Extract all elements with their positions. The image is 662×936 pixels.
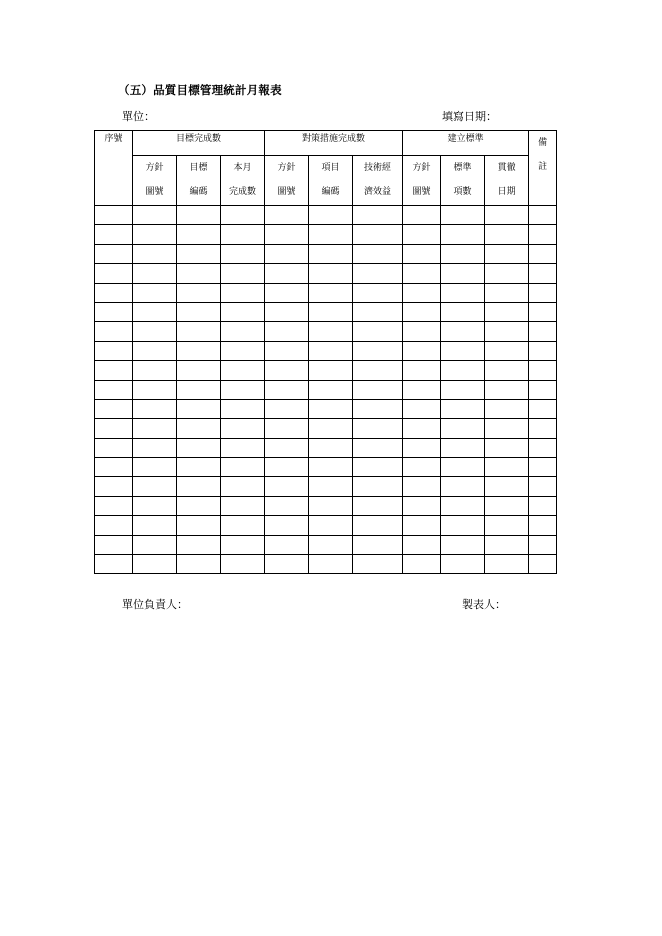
table-row: [95, 206, 557, 225]
table-cell[interactable]: [309, 516, 353, 535]
table-cell[interactable]: [441, 380, 485, 399]
table-cell[interactable]: [177, 341, 221, 360]
table-cell[interactable]: [265, 535, 309, 554]
table-cell[interactable]: [485, 361, 529, 380]
table-cell[interactable]: [133, 341, 177, 360]
table-cell[interactable]: [309, 264, 353, 283]
table-cell[interactable]: [221, 322, 265, 341]
table-cell[interactable]: [133, 516, 177, 535]
header-establish-standard: 建立標準: [403, 131, 529, 156]
table-cell[interactable]: [95, 302, 133, 321]
table-cell[interactable]: [353, 322, 403, 341]
table-cell[interactable]: [177, 458, 221, 477]
table-cell[interactable]: [485, 419, 529, 438]
subheader-text: 圖號: [412, 187, 431, 197]
table-cell[interactable]: [221, 283, 265, 302]
table-cell[interactable]: [441, 496, 485, 515]
table-cell[interactable]: [353, 438, 403, 457]
table-cell[interactable]: [353, 206, 403, 225]
table-cell[interactable]: [353, 555, 403, 574]
table-cell[interactable]: [309, 244, 353, 263]
table-cell[interactable]: [529, 244, 557, 263]
table-cell[interactable]: [95, 438, 133, 457]
table-cell[interactable]: [95, 225, 133, 244]
subheader-cell: [403, 156, 441, 206]
table-cell[interactable]: [95, 264, 133, 283]
table-cell[interactable]: [265, 244, 309, 263]
subheader-text: 濟效益: [364, 187, 392, 197]
subheader-text: 完成數: [229, 187, 257, 197]
table-cell[interactable]: [177, 244, 221, 263]
table-cell[interactable]: [177, 419, 221, 438]
table-cell[interactable]: [529, 206, 557, 225]
table-cell[interactable]: [221, 477, 265, 496]
table-cell[interactable]: [177, 361, 221, 380]
table-cell[interactable]: [265, 516, 309, 535]
table-cell[interactable]: [221, 341, 265, 360]
header-countermeasure-completion: 對策措施完成數: [265, 131, 403, 156]
table-cell[interactable]: [221, 302, 265, 321]
table-cell[interactable]: [95, 322, 133, 341]
table-row: [95, 496, 557, 515]
table-cell[interactable]: [221, 419, 265, 438]
table-cell[interactable]: [309, 438, 353, 457]
table-cell[interactable]: [529, 535, 557, 554]
table-cell[interactable]: [485, 302, 529, 321]
table-cell[interactable]: [441, 341, 485, 360]
table-cell[interactable]: [265, 283, 309, 302]
table-cell[interactable]: [177, 302, 221, 321]
table-cell[interactable]: [265, 438, 309, 457]
table-cell[interactable]: [265, 380, 309, 399]
table-cell[interactable]: [441, 535, 485, 554]
table-cell[interactable]: [353, 477, 403, 496]
table-cell[interactable]: [485, 341, 529, 360]
table-cell[interactable]: [95, 555, 133, 574]
subheader-text: 方針: [412, 163, 431, 173]
table-cell[interactable]: [133, 283, 177, 302]
table-cell[interactable]: [265, 225, 309, 244]
table-cell[interactable]: [177, 535, 221, 554]
header-remark: [529, 131, 557, 206]
table-cell[interactable]: [353, 283, 403, 302]
table-cell[interactable]: [265, 399, 309, 418]
table-cell[interactable]: [309, 496, 353, 515]
table-cell[interactable]: [529, 399, 557, 418]
table-cell[interactable]: [221, 206, 265, 225]
table-cell[interactable]: [403, 283, 441, 302]
table-cell[interactable]: [265, 264, 309, 283]
table-cell[interactable]: [529, 322, 557, 341]
table-cell[interactable]: [309, 419, 353, 438]
table-cell[interactable]: [441, 458, 485, 477]
table-cell[interactable]: [221, 264, 265, 283]
table-cell[interactable]: [133, 264, 177, 283]
subheader-cell: [353, 156, 403, 206]
table-cell[interactable]: [441, 419, 485, 438]
subheader-text: 日期: [497, 187, 516, 197]
table-cell[interactable]: [133, 496, 177, 515]
table-cell[interactable]: [177, 516, 221, 535]
table-cell[interactable]: [403, 438, 441, 457]
table-cell[interactable]: [485, 535, 529, 554]
table-cell[interactable]: [353, 341, 403, 360]
table-cell[interactable]: [309, 458, 353, 477]
subheader-text: 圖號: [277, 187, 296, 197]
table-cell[interactable]: [529, 361, 557, 380]
table-cell[interactable]: [177, 225, 221, 244]
unit-label: 單位：: [122, 110, 155, 123]
table-cell[interactable]: [177, 555, 221, 574]
table-cell[interactable]: [309, 361, 353, 380]
table-cell[interactable]: [529, 477, 557, 496]
table-cell[interactable]: [133, 225, 177, 244]
table-cell[interactable]: [485, 244, 529, 263]
table-cell[interactable]: [309, 477, 353, 496]
table-cell[interactable]: [221, 225, 265, 244]
table-cell[interactable]: [403, 322, 441, 341]
table-cell[interactable]: [403, 244, 441, 263]
table-cell[interactable]: [485, 516, 529, 535]
table-cell[interactable]: [177, 380, 221, 399]
table-row: [95, 283, 557, 302]
table-cell[interactable]: [133, 322, 177, 341]
table-cell[interactable]: [221, 438, 265, 457]
table-cell[interactable]: [95, 244, 133, 263]
subheader-text: 目標: [189, 163, 208, 173]
table-cell[interactable]: [95, 477, 133, 496]
table-row: [95, 399, 557, 418]
table-cell[interactable]: [441, 438, 485, 457]
table-cell[interactable]: [95, 399, 133, 418]
table-row: [95, 225, 557, 244]
header-remark-line1: 備: [538, 138, 548, 148]
table-cell[interactable]: [177, 477, 221, 496]
subheader-cell: [265, 156, 309, 206]
table-cell[interactable]: [309, 302, 353, 321]
table-cell[interactable]: [133, 438, 177, 457]
table-cell[interactable]: [529, 302, 557, 321]
subheader-cell: [133, 156, 177, 206]
table-row: [95, 516, 557, 535]
table-cell[interactable]: [403, 225, 441, 244]
table-cell[interactable]: [485, 555, 529, 574]
table-cell[interactable]: [265, 458, 309, 477]
header-seq: 序號: [95, 131, 133, 206]
table-cell[interactable]: [353, 361, 403, 380]
table-cell[interactable]: [309, 322, 353, 341]
fill-date-label: 填寫日期：: [442, 110, 497, 123]
table-cell[interactable]: [309, 206, 353, 225]
table-cell[interactable]: [133, 361, 177, 380]
table-cell[interactable]: [403, 302, 441, 321]
responsible-label: 單位負責人：: [122, 598, 188, 611]
table-cell[interactable]: [485, 380, 529, 399]
table-cell[interactable]: [133, 419, 177, 438]
table-cell[interactable]: [309, 380, 353, 399]
table-cell[interactable]: [403, 419, 441, 438]
table-cell[interactable]: [177, 399, 221, 418]
table-row: [95, 322, 557, 341]
table-cell[interactable]: [221, 399, 265, 418]
subheader-cell: [309, 156, 353, 206]
table-cell[interactable]: [441, 244, 485, 263]
table-cell[interactable]: [221, 516, 265, 535]
table-cell[interactable]: [265, 341, 309, 360]
table-cell[interactable]: [133, 555, 177, 574]
table-cell[interactable]: [529, 225, 557, 244]
table-cell[interactable]: [403, 535, 441, 554]
table-cell[interactable]: [265, 206, 309, 225]
table-cell[interactable]: [353, 302, 403, 321]
table-cell[interactable]: [353, 496, 403, 515]
page-title: （五）品質目標管理統計月報表: [118, 83, 282, 97]
table-cell[interactable]: [353, 244, 403, 263]
table-cell[interactable]: [309, 555, 353, 574]
table-cell[interactable]: [95, 496, 133, 515]
table-cell[interactable]: [485, 458, 529, 477]
header-target-completion: 目標完成數: [133, 131, 265, 156]
table-cell[interactable]: [177, 264, 221, 283]
table-cell[interactable]: [441, 477, 485, 496]
table-cell[interactable]: [221, 458, 265, 477]
table-cell[interactable]: [529, 496, 557, 515]
subheader-text: 技術經: [364, 163, 392, 173]
subheader-cell: [177, 156, 221, 206]
table-cell[interactable]: [95, 341, 133, 360]
subheader-text: 圖號: [145, 187, 164, 197]
table-cell[interactable]: [403, 380, 441, 399]
table-cell[interactable]: [441, 225, 485, 244]
table-cell[interactable]: [95, 419, 133, 438]
table-cell[interactable]: [403, 516, 441, 535]
table-cell[interactable]: [529, 264, 557, 283]
table-row: [95, 555, 557, 574]
table-cell[interactable]: [95, 380, 133, 399]
table-cell[interactable]: [353, 458, 403, 477]
table-cell[interactable]: [265, 496, 309, 515]
table-cell[interactable]: [265, 419, 309, 438]
table-cell[interactable]: [403, 264, 441, 283]
table-cell[interactable]: [529, 458, 557, 477]
table-cell[interactable]: [133, 380, 177, 399]
table-cell[interactable]: [353, 264, 403, 283]
table-cell[interactable]: [177, 438, 221, 457]
subheader-text: 方針: [277, 163, 296, 173]
table-cell[interactable]: [529, 283, 557, 302]
table-cell[interactable]: [133, 244, 177, 263]
table-cell[interactable]: [177, 496, 221, 515]
table-cell[interactable]: [441, 264, 485, 283]
table-cell[interactable]: [177, 283, 221, 302]
table-cell[interactable]: [403, 341, 441, 360]
table-cell[interactable]: [95, 283, 133, 302]
subheader-cell: [441, 156, 485, 206]
table-cell[interactable]: [177, 322, 221, 341]
table-cell[interactable]: [403, 361, 441, 380]
subheader-text: 貫徹: [497, 163, 516, 173]
table-cell[interactable]: [309, 535, 353, 554]
table-row: [95, 477, 557, 496]
subheader-text: 編碼: [189, 187, 208, 197]
table-cell[interactable]: [133, 458, 177, 477]
table-cell[interactable]: [353, 516, 403, 535]
table-cell[interactable]: [441, 283, 485, 302]
table-row: [95, 244, 557, 263]
table-row: [95, 419, 557, 438]
table-cell[interactable]: [177, 206, 221, 225]
header-remark-line2: 註: [538, 162, 548, 172]
table-cell[interactable]: [441, 361, 485, 380]
table-cell[interactable]: [403, 458, 441, 477]
subheader-text: 本月: [233, 163, 252, 173]
table-cell[interactable]: [95, 458, 133, 477]
table-cell[interactable]: [529, 516, 557, 535]
table-cell[interactable]: [441, 206, 485, 225]
table-cell[interactable]: [221, 244, 265, 263]
table-cell[interactable]: [309, 399, 353, 418]
subheader-cell: [485, 156, 529, 206]
table-row: [95, 458, 557, 477]
table-row: [95, 380, 557, 399]
table-row: [95, 535, 557, 554]
table-cell[interactable]: [265, 361, 309, 380]
table-cell[interactable]: [529, 380, 557, 399]
table-cell[interactable]: [485, 477, 529, 496]
table-cell[interactable]: [485, 283, 529, 302]
table-cell[interactable]: [133, 302, 177, 321]
table-row: [95, 438, 557, 457]
table-cell[interactable]: [353, 380, 403, 399]
table-cell[interactable]: [441, 302, 485, 321]
table-cell[interactable]: [265, 302, 309, 321]
table-cell[interactable]: [529, 555, 557, 574]
subheader-cell: [221, 156, 265, 206]
table-cell[interactable]: [485, 206, 529, 225]
table-cell[interactable]: [441, 555, 485, 574]
table-cell[interactable]: [485, 438, 529, 457]
table-cell[interactable]: [265, 477, 309, 496]
preparer-label: 製表人：: [462, 598, 506, 611]
table-cell[interactable]: [485, 496, 529, 515]
table-cell[interactable]: [529, 341, 557, 360]
table-cell[interactable]: [309, 283, 353, 302]
subheader-text: 項數: [453, 187, 472, 197]
table-row: [95, 341, 557, 360]
table-cell[interactable]: [95, 206, 133, 225]
table-cell[interactable]: [485, 322, 529, 341]
table-cell[interactable]: [529, 419, 557, 438]
table-cell[interactable]: [133, 399, 177, 418]
table-row: [95, 302, 557, 321]
table-cell[interactable]: [441, 516, 485, 535]
table-cell[interactable]: [353, 535, 403, 554]
table-cell[interactable]: [265, 322, 309, 341]
subheader-text: 項目: [321, 163, 340, 173]
table-cell[interactable]: [403, 206, 441, 225]
table-cell[interactable]: [403, 477, 441, 496]
table-cell[interactable]: [309, 225, 353, 244]
table-cell[interactable]: [133, 535, 177, 554]
table-cell[interactable]: [133, 477, 177, 496]
table-cell[interactable]: [529, 438, 557, 457]
table-cell[interactable]: [485, 264, 529, 283]
table-cell[interactable]: [353, 419, 403, 438]
table-cell[interactable]: [221, 361, 265, 380]
subheader-text: 標準: [453, 163, 472, 173]
subheader-text: 編碼: [321, 187, 340, 197]
table-cell[interactable]: [403, 555, 441, 574]
table-row: [95, 264, 557, 283]
table-cell[interactable]: [221, 555, 265, 574]
table-cell[interactable]: [95, 535, 133, 554]
table-cell[interactable]: [95, 516, 133, 535]
table-cell[interactable]: [485, 399, 529, 418]
table-cell[interactable]: [353, 225, 403, 244]
table-cell[interactable]: [221, 496, 265, 515]
table-cell[interactable]: [353, 399, 403, 418]
table-cell[interactable]: [441, 322, 485, 341]
table-row: [95, 361, 557, 380]
table-cell[interactable]: [403, 399, 441, 418]
table-cell[interactable]: [133, 206, 177, 225]
table-cell[interactable]: [441, 399, 485, 418]
subheader-text: 方針: [145, 163, 164, 173]
table-cell[interactable]: [221, 380, 265, 399]
table-cell[interactable]: [485, 225, 529, 244]
table-cell[interactable]: [403, 496, 441, 515]
table-cell[interactable]: [309, 341, 353, 360]
table-cell[interactable]: [95, 361, 133, 380]
table-cell[interactable]: [265, 555, 309, 574]
table-cell[interactable]: [221, 535, 265, 554]
report-table: [94, 130, 557, 574]
